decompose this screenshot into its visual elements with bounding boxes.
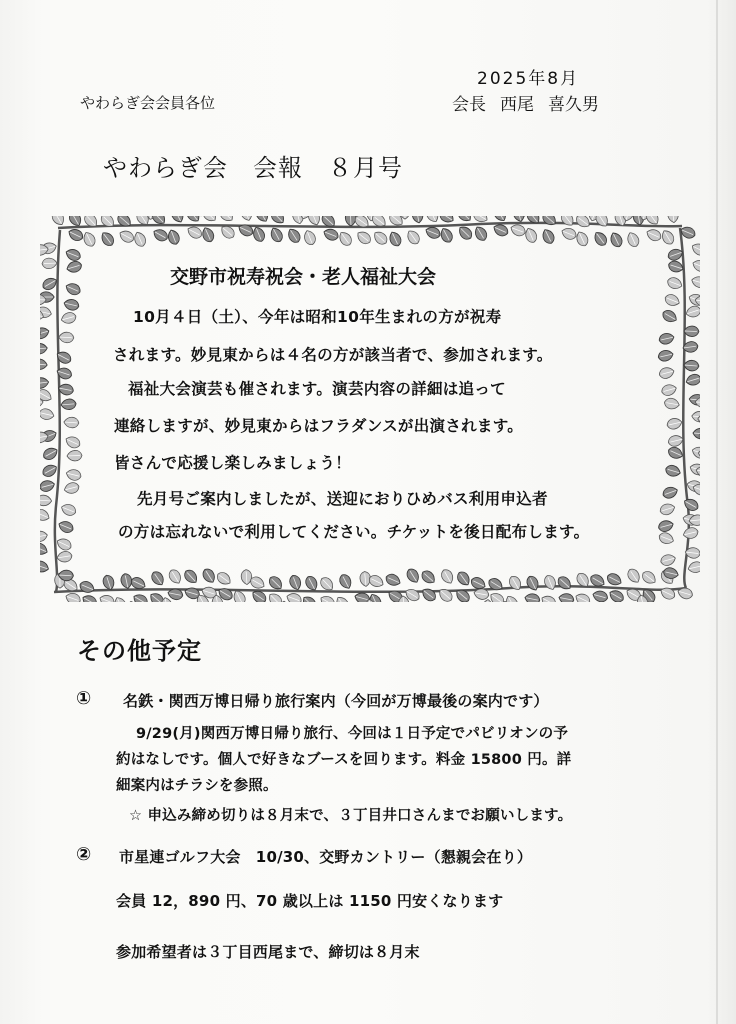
leaf-icon (318, 593, 336, 602)
leaf-icon (217, 216, 235, 224)
leaf-icon (40, 343, 48, 355)
leaf-icon (419, 568, 437, 586)
leaf-icon (640, 569, 658, 586)
leaf-icon (98, 593, 116, 602)
leaf-icon (64, 247, 82, 262)
leaf-icon (254, 216, 271, 224)
leaf-icon (55, 536, 73, 552)
leaf-icon (540, 227, 556, 245)
leaf-icon (666, 276, 684, 291)
addressee: やわらぎ会会員各位 (80, 94, 216, 112)
leaf-icon (40, 530, 48, 543)
leaf-icon (524, 592, 541, 602)
leaf-icon (215, 570, 233, 587)
leaf-icon (40, 407, 55, 421)
leaf-icon (592, 230, 609, 248)
leaf-icon (574, 591, 592, 602)
leaf-icon (40, 358, 48, 370)
leaf-icon (682, 526, 699, 540)
leaf-icon (64, 281, 82, 297)
leaf-icon (42, 258, 57, 269)
leaf-icon (40, 326, 50, 340)
leaf-icon (405, 567, 422, 585)
feature-line-4: 連絡しますが、妙見東からはフラダンスが出演されます。 (114, 417, 524, 435)
feature-title: 交野市祝寿祝会・老人福祉大会 (170, 266, 437, 288)
leaf-icon (424, 216, 440, 224)
leaf-icon (166, 228, 181, 246)
leaf-icon (387, 230, 403, 248)
leaf-icon (472, 224, 489, 242)
leaf-icon (334, 594, 351, 602)
leaf-icon (59, 332, 75, 343)
leaf-icon (684, 326, 699, 337)
leaf-icon (302, 229, 317, 247)
leaf-icon (201, 216, 219, 224)
leaf-icon (693, 428, 700, 440)
leaf-icon (99, 230, 116, 248)
leaf-icon (182, 568, 200, 586)
leaf-icon (61, 398, 77, 410)
leaf-icon (658, 366, 675, 380)
leaf-icon (132, 230, 148, 248)
leaf-icon (607, 588, 625, 602)
paper-fold-edge (716, 0, 718, 1024)
leaf-icon (186, 224, 204, 240)
feature-line-3: 福祉大会演芸も催されます。演芸内容の詳細は追って (128, 380, 506, 398)
leaf-icon (80, 593, 98, 602)
leaf-icon (555, 574, 573, 592)
feature-line-7: の方は忘れないで利用してください。チケットを後日配布します。 (118, 523, 590, 541)
leaf-icon (667, 216, 679, 223)
leaf-icon (420, 586, 438, 602)
leaf-icon (664, 397, 681, 410)
leaf-icon (663, 293, 681, 308)
leaf-icon (594, 216, 611, 229)
leaf-icon (456, 224, 474, 242)
leaf-icon (525, 216, 543, 226)
item-2-title: 市星連ゴルフ大会 10/30、交野カントリー（懇親会在り） (119, 848, 533, 866)
leaf-icon (285, 591, 303, 602)
leaf-icon (149, 569, 166, 587)
newsletter-title: やわらぎ会 会報 ８月号 (103, 154, 403, 182)
leaf-icon (303, 574, 319, 592)
leaf-icon (239, 216, 254, 222)
leaf-icon (63, 481, 80, 495)
leaf-icon (437, 586, 455, 602)
leaf-icon (661, 308, 679, 325)
leaf-icon (667, 259, 685, 274)
leaf-icon (169, 216, 185, 224)
leaf-icon (200, 226, 216, 244)
leaf-icon (540, 593, 558, 602)
leaf-icon (685, 304, 700, 319)
leaf-icon (371, 229, 389, 247)
leaf-icon (67, 450, 82, 461)
feature-line-2: されます。妙見東からは４名の方が該当者で、参加されます。 (113, 346, 553, 364)
leaf-icon (682, 496, 700, 512)
leaf-icon (667, 445, 685, 461)
item-1-line-2: 約はなしです。個人で好きなブースを回ります。料金 15800 円。詳 (116, 752, 572, 768)
leaf-icon (666, 417, 683, 431)
leaf-icon (131, 592, 149, 602)
leaf-icon (40, 507, 51, 523)
leaf-icon (41, 445, 59, 461)
leaf-icon (41, 275, 59, 292)
leaf-icon (645, 227, 663, 243)
leaf-icon (507, 574, 524, 592)
leaf-icon (659, 228, 676, 246)
leaf-icon (608, 231, 624, 249)
sender (452, 90, 599, 115)
leaf-icon (66, 260, 83, 274)
sender-family-name: 西尾 (500, 95, 534, 115)
leaf-icon (251, 225, 266, 243)
leaf-icon (657, 349, 674, 363)
leaf-icon (658, 531, 676, 546)
item-1-number: ① (76, 688, 92, 709)
leaf-icon (57, 519, 75, 534)
leaf-icon (345, 216, 356, 226)
leaf-icon (661, 485, 679, 500)
leaf-icon (40, 479, 56, 493)
leaf-icon (288, 574, 303, 592)
leaf-icon (660, 383, 677, 397)
leaf-icon (405, 228, 422, 246)
leaf-icon (560, 226, 578, 241)
leaf-icon (337, 230, 354, 248)
leaf-icon (558, 592, 575, 602)
leaf-icon (685, 373, 700, 387)
leaf-icon (439, 567, 455, 585)
leaf-icon (101, 574, 116, 592)
feature-line-6: 先月号ご案内しましたが、送迎におりひめバス利用申込者 (137, 490, 548, 508)
leaf-icon (488, 590, 506, 602)
leaf-icon (184, 216, 202, 224)
leaf-icon (60, 311, 77, 325)
leaf-icon (118, 228, 136, 244)
vine-stem (54, 586, 686, 592)
leaf-icon (65, 468, 82, 482)
leaf-icon (112, 595, 128, 602)
leaf-icon (41, 462, 59, 478)
leaf-icon (50, 216, 67, 227)
leaf-icon (267, 574, 285, 592)
leaf-icon (658, 332, 675, 346)
leaf-icon (690, 275, 700, 289)
item-1-note: ☆ 申込み締め切りは８月末で、３丁目井口さんまでお願いします。 (129, 808, 573, 824)
leaf-icon (78, 579, 96, 594)
feature-line-5: 皆さんで応援し楽しみましょう！ (114, 454, 352, 472)
item-1-line-1: 9/29(月)関西万博日帰り旅行、今回は１日予定でパビリオンの予 (136, 726, 569, 742)
leaf-icon (63, 298, 80, 312)
leaf-icon (337, 573, 353, 591)
leaf-icon (67, 227, 85, 243)
leaf-icon (99, 216, 117, 230)
leaf-icon (625, 231, 641, 249)
item-2-number: ② (76, 844, 92, 865)
leaf-icon (384, 572, 402, 588)
leaf-icon (167, 568, 184, 586)
item-2-line-1: 会員 12，890 円、70 歳以上は 1150 円安くなります (116, 892, 504, 910)
leaf-icon (40, 559, 50, 574)
leaf-icon (355, 229, 373, 247)
leaf-icon (60, 502, 78, 517)
leaf-icon (438, 226, 454, 244)
leaf-icon (40, 541, 49, 557)
schedule-heading: その他予定 (77, 637, 202, 665)
leaf-icon (625, 567, 642, 585)
leaf-icon (269, 216, 287, 226)
leaf-icon (151, 227, 169, 244)
leaf-icon (503, 594, 520, 602)
leaf-icon (81, 230, 97, 248)
leaf-icon (268, 226, 284, 244)
leaf-icon (411, 216, 424, 224)
leaf-icon (657, 519, 674, 533)
leaf-icon (307, 216, 322, 227)
leaf-icon (64, 417, 80, 428)
issue-date: 2025年8月 (477, 69, 580, 89)
leaf-icon (683, 360, 699, 372)
leaf-icon (509, 223, 527, 238)
leaf-icon (659, 585, 677, 601)
leaf-icon (691, 258, 700, 273)
leaf-icon (266, 591, 284, 602)
leaf-icon (605, 571, 623, 587)
leaf-icon (523, 226, 539, 244)
leaf-icon (438, 216, 456, 225)
sender-given-name: 喜久男 (548, 95, 599, 115)
leaf-icon (322, 227, 340, 242)
leaf-icon (40, 495, 52, 506)
leaf-icon (201, 567, 218, 585)
leaf-icon (667, 434, 684, 448)
leaf-icon (40, 377, 49, 389)
leaf-icon (456, 216, 474, 224)
leaf-icon (687, 560, 700, 574)
item-1-title: 名鉄・関西万博日帰り旅行案内（今回が万博最後の案内です） (123, 692, 549, 710)
leaf-icon (574, 230, 590, 248)
feature-line-1: 10月４日（土）、今年は昭和10年生まれの方が祝寿 (133, 308, 502, 326)
item-1-line-3: 細案内はチラシを参照。 (116, 778, 278, 794)
leaf-icon (659, 502, 676, 516)
leaf-icon (664, 464, 681, 478)
leaf-icon (525, 574, 541, 592)
leaf-icon (690, 241, 700, 257)
leaf-icon (286, 227, 303, 245)
sender-role: 会長 (452, 95, 486, 115)
leaf-icon (115, 216, 133, 229)
leaf-icon (56, 550, 73, 563)
leaf-icon (455, 569, 472, 587)
leaf-icon (64, 591, 82, 602)
leaf-icon (64, 434, 82, 450)
leaf-icon (659, 553, 676, 567)
leaf-icon (592, 589, 609, 602)
leaf-icon (300, 594, 318, 602)
leaf-icon (542, 574, 557, 592)
item-2-line-2: 参加希望者は３丁目西尾まで、締切は８月末 (116, 943, 420, 961)
